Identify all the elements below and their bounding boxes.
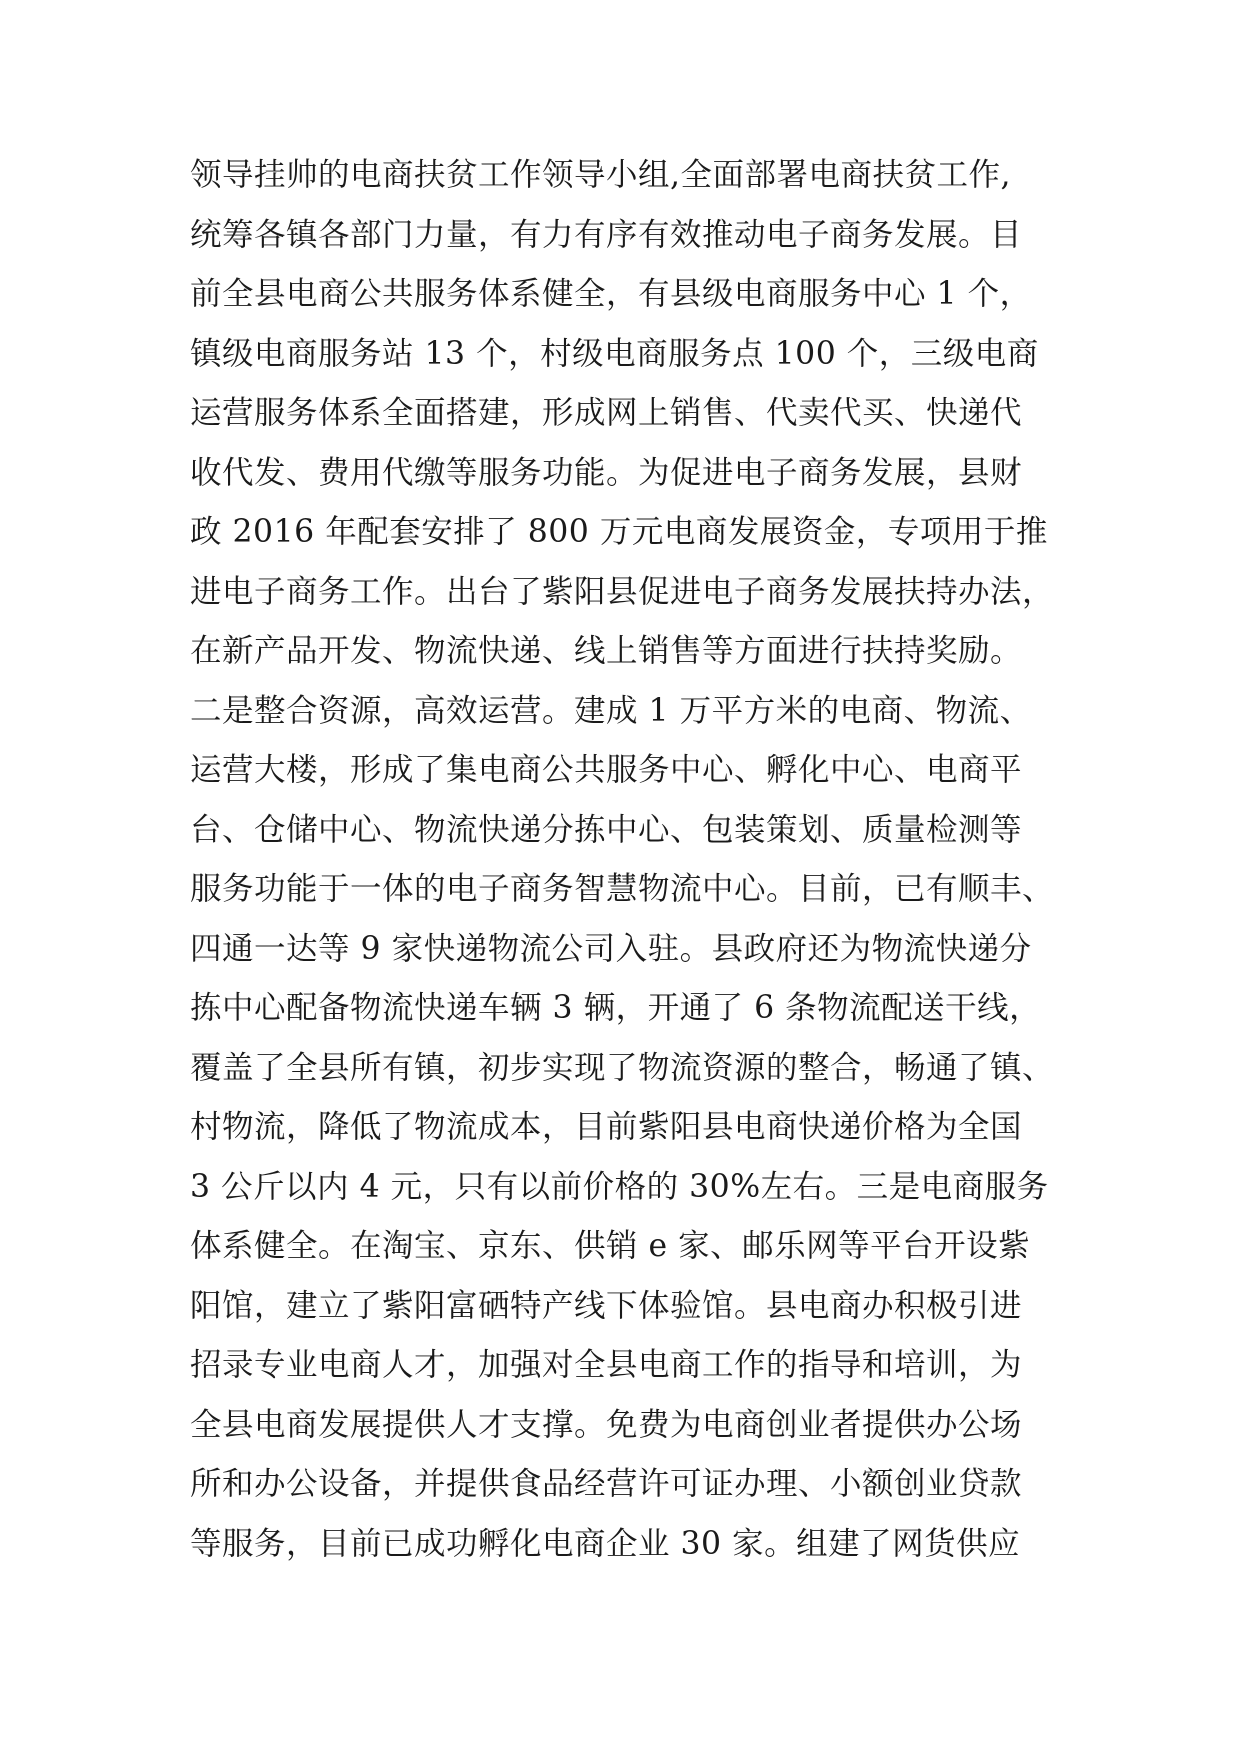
text-line: 领导挂帅的电商扶贫工作领导小组,全面部署电商扶贫工作, [190,157,1012,193]
text-line: 台、仓储中心、物流快递分拣中心、包装策划、质量检测等 [190,811,1023,848]
text-line: 阳馆，建立了紫阳富硒特产线下体验馆。县电商办积极引进 [190,1287,1023,1324]
text-line: 运营服务体系全面搭建，形成网上销售、代卖代买、快递代 [190,395,1023,431]
text-line: 前全县电商公共服务体系健全，有县级电商服务中心 1 个， [190,276,1032,312]
text-line: 镇级电商服务站 13 个，村级电商服务点 100 个，三级电商 [190,335,1039,372]
text-line: 3 公斤以内 4 元，只有以前价格的 30%左右。三是电商服务 [190,1168,1049,1205]
text-line: 四通一达等 9 家快递物流公司入驻。县政府还为物流快递分 [190,930,1032,967]
text-line: 统筹各镇各部门力量，有力有序有效推动电子商务发展。目 [190,216,1023,253]
text-line: 运营大楼，形成了集电商公共服务中心、孵化中心、电商平 [190,752,1023,788]
text-line: 全县电商发展提供人才支撑。免费为电商创业者提供办公场 [190,1406,1023,1443]
text-line: 招录专业电商人才，加强对全县电商工作的指导和培训，为 [190,1347,1023,1383]
text-line: 覆盖了全县所有镇，初步实现了物流资源的整合，畅通了镇、 [190,1049,1055,1086]
text-line: 二是整合资源，高效运营。建成 1 万平方米的电商、物流、 [190,692,1032,729]
text-line: 村物流，降低了物流成本，目前紫阳县电商快递价格为全国 [190,1109,1023,1145]
text-line: 服务功能于一体的电子商务智慧物流中心。目前，已有顺丰、 [190,871,1055,907]
text-line: 体系健全。在淘宝、京东、供销 e 家、邮乐网等平台开设紫 [190,1228,1031,1264]
text-line: 拣中心配备物流快递车辆 3 辆，开通了 6 条物流配送干线， [190,990,1042,1026]
text-line: 进电子商务工作。出台了紫阳县促进电子商务发展扶持办法， [190,573,1055,610]
text-line: 所和办公设备，并提供食品经营许可证办理、小额创业贷款 [190,1466,1023,1502]
body-text [190,146,1070,1574]
text-line: 等服务，目前已成功孵化电商企业 30 家。组建了网货供应 [190,1525,1021,1562]
text-line: 收代发、费用代缴等服务功能。为促进电子商务发展，县财 [190,454,1023,491]
text-line: 政 2016 年配套安排了 800 万元电商发展资金，专项用于推 [190,514,1048,550]
text-line: 在新产品开发、物流快递、线上销售等方面进行扶持奖励。 [190,633,1023,669]
